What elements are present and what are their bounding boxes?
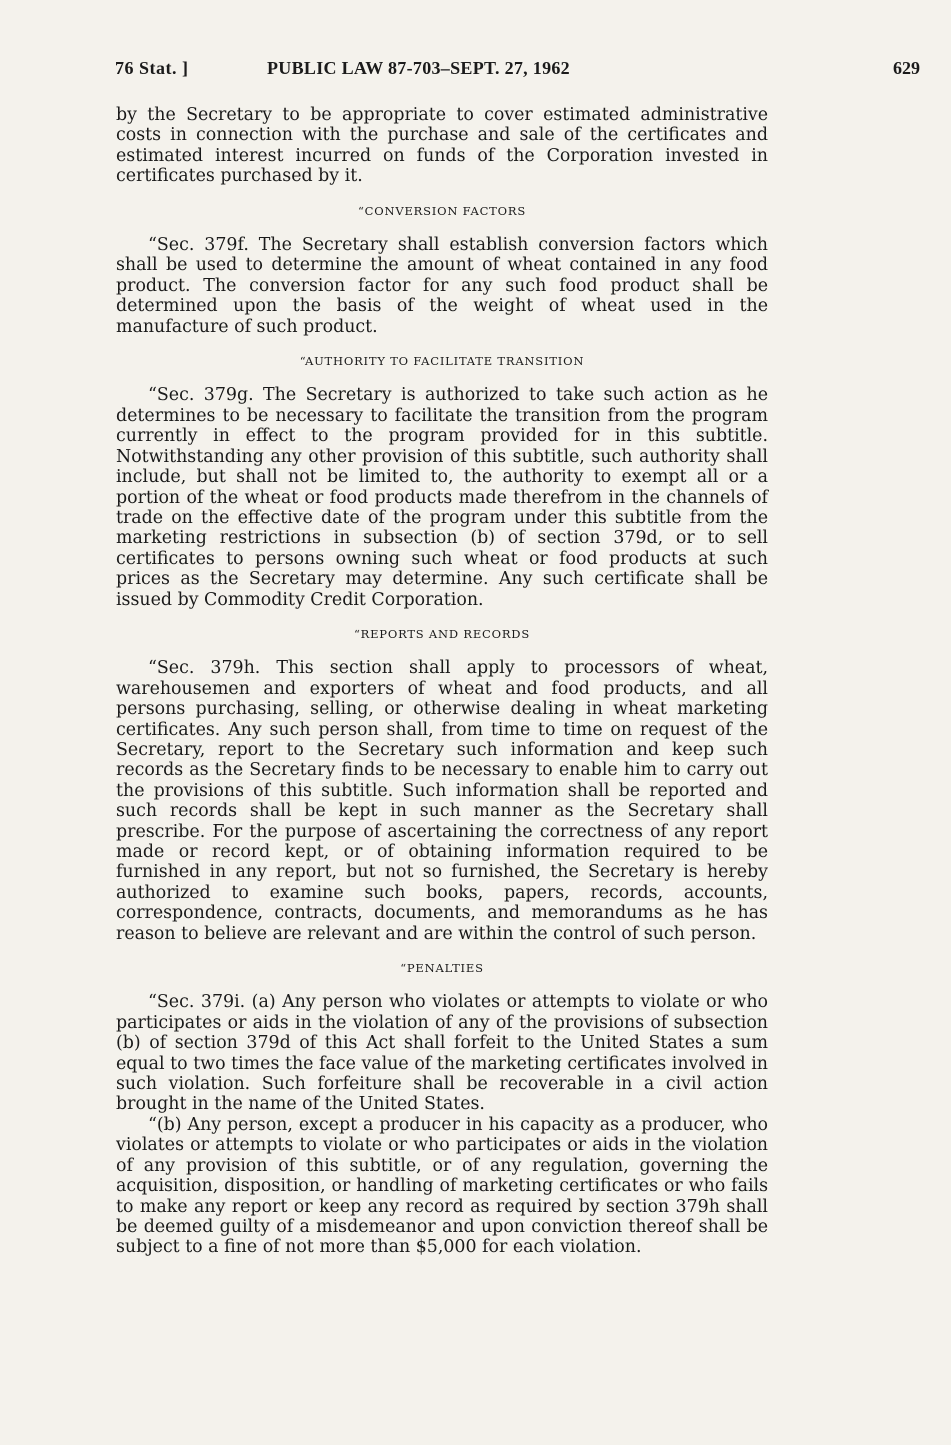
section-heading-reports-records: “REPORTS AND RECORDS xyxy=(353,626,531,641)
paragraph-sec-379h: “Sec. 379h. This section shall apply to processors of wheat, warehousemen and exporters of wheat and food products, and all persons purchasing, selling, or otherwise dealing in wheat marketing certificates. Any such person shall, from time to time on request of the Secretary, report to the Secretary such information and keep such records as the Secretary finds to be necessary to enable him to carry out the provisions of this subtitle. Such information shall be reported and such records shall be kept in such manner as the Secretary shall prescribe. For the purpose of ascertaining the correctness of any report made or record kept, or of obtaining information required to be furnished in any report, but not so furnished, the Secretary is hereby authorized to examine such books, papers, records, accounts, correspondence, contracts, documents, and memorandums as he has reason to believe are relevant and are within the control of such person. xyxy=(116,658,768,944)
section-heading-conversion-factors: “CONVERSION FACTORS xyxy=(357,203,526,218)
section-heading-authority: “AUTHORITY TO FACILITATE TRANSITION xyxy=(299,354,585,369)
statute-reference: 76 Stat. ] xyxy=(115,58,189,78)
paragraph-sec-379i-b: “(b) Any person, except a producer in his capacity as a producer, who violates or attempts to violate or who participates or aids in the violation of any provision of this subtitle, or of any regulation, governing the acquisition, disposition, or handling of marketing certificates or who fails to make any report or keep any record as required by section 379h shall be deemed guilty of a misdemeanor and upon conviction thereof shall be subject to a fine of not more than $5,000 for each violation. xyxy=(116,1114,768,1258)
page-header xyxy=(115,58,920,84)
paragraph-sec-379g: “Sec. 379g. The Secretary is authorized to take such action as he determines to be necessary to facilitate the transition from the program currently in effect to the program provided for in this subtitle. Notwithstanding any other provision of this subtitle, such authority shall include, but shall not be limited to, the authority to exempt all or a portion of the wheat or food products made therefrom in the channels of trade on the effective date of the program under this subtitle from the marketing restrictions in subsection (b) of section 379d, or to sell certificates to persons owning such wheat or food products at such prices as the Secretary may determine. Any such certificate shall be issued by Commodity Credit Corporation. xyxy=(116,385,768,610)
document-body xyxy=(116,105,768,1258)
running-title: PUBLIC LAW 87-703–SEPT. 27, 1962 xyxy=(267,58,570,78)
page-number: 629 xyxy=(893,58,920,78)
paragraph-continuation: by the Secretary to be appropriate to cover estimated administrative costs in connection with the purchase and sale of the certificates and estimated interest incurred on funds of the Corporation invested in certificates purchased by it. xyxy=(116,105,768,187)
bleed-through-mark xyxy=(792,712,852,735)
paragraph-sec-379i-a: “Sec. 379i. (a) Any person who violates or attempts to violate or who participates or aids in the violation of any of the provisions of subsection (b) of section 379d of this Act shall forfeit to the United States a sum equal to two times the face value of the marketing certificates involved in such violation. Such forfeiture shall be recoverable in a civil action brought in the name of the United States. xyxy=(116,992,768,1115)
section-heading-penalties: “PENALTIES xyxy=(400,961,484,976)
paragraph-sec-379f: “Sec. 379f. The Secretary shall establish conversion factors which shall be used to determine the amount of wheat contained in any food product. The conversion factor for any such food product shall be determined upon the basis of the weight of wheat used in the manufacture of such product. xyxy=(116,235,768,337)
